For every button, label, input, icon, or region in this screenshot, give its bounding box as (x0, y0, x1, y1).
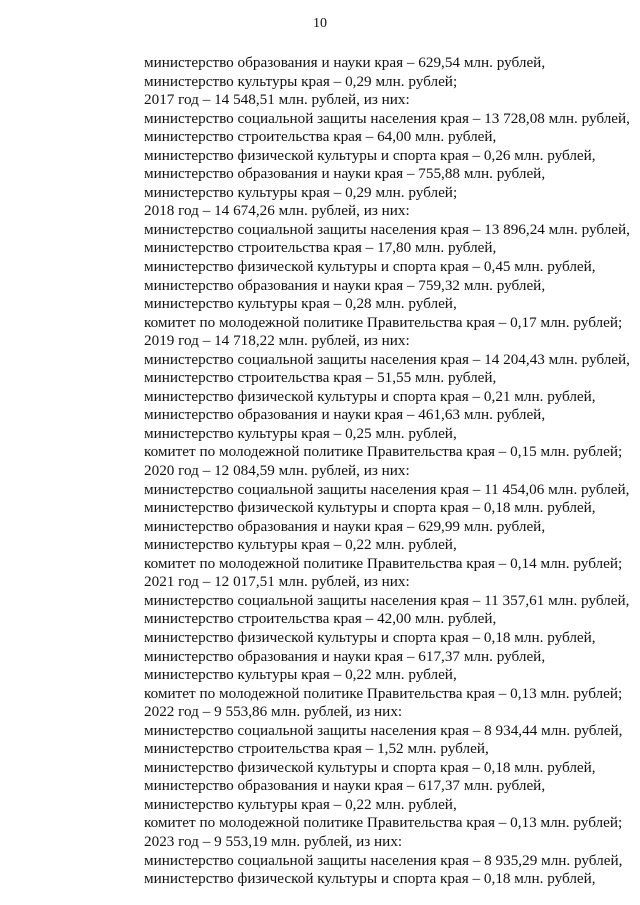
text-line: 2022 год – 9 553,86 млн. рублей, из них: (144, 703, 403, 721)
text-line: министерство социальной защиты населения края – 11 454,06 млн. рублей, (144, 480, 630, 498)
text-line: министерство образования и науки края – 617,37 млн. рублей, (144, 777, 546, 795)
text-line: министерство образования и науки края – 461,63 млн. рублей, (144, 406, 546, 424)
text-line: министерство строительства края – 64,00 млн. рублей, (144, 128, 497, 146)
text-line: министерство строительства края – 17,80 млн. рублей, (144, 239, 497, 257)
text-line: 2018 год – 14 674,26 млн. рублей, из них: (144, 202, 410, 220)
text-line: министерство социальной защиты населения края – 13 896,24 млн. рублей, (144, 220, 630, 238)
text-line: 2020 год – 12 084,59 млн. рублей, из них: (144, 462, 410, 480)
text-line: министерство физической культуры и спорта края – 0,18 млн. рублей, (144, 628, 596, 646)
text-line: министерство строительства края – 51,55 млн. рублей, (144, 369, 497, 387)
text-line: министерство физической культуры и спорта края – 0,18 млн. рублей, (144, 870, 596, 888)
text-line: министерство физической культуры и спорта края – 0,18 млн. рублей, (144, 758, 596, 776)
text-line: 2019 год – 14 718,22 млн. рублей, из них: (144, 332, 410, 350)
text-line: министерство культуры края – 0,29 млн. рублей; (144, 183, 458, 201)
page-number: 10 (313, 16, 327, 31)
text-line: комитет по молодежной политике Правительства края – 0,13 млн. рублей; (144, 684, 623, 702)
text-line: министерство образования и науки края – 617,37 млн. рублей, (144, 647, 546, 665)
text-line: министерство образования и науки края – 629,99 млн. рублей, (144, 517, 546, 535)
text-line: комитет по молодежной политике Правительства края – 0,15 млн. рублей; (144, 443, 623, 461)
text-line: министерство социальной защиты населения края – 11 357,61 млн. рублей, (144, 591, 630, 609)
text-line: министерство культуры края – 0,22 млн. рублей, (144, 536, 457, 554)
text-line: министерство культуры края – 0,25 млн. рублей, (144, 424, 457, 442)
text-line: министерство физической культуры и спорта края – 0,26 млн. рублей, (144, 146, 596, 164)
text-line: министерство культуры края – 0,28 млн. рублей, (144, 295, 457, 313)
text-line: комитет по молодежной политике Правительства края – 0,17 млн. рублей; (144, 313, 623, 331)
text-line: министерство социальной защиты населения края – 8 935,29 млн. рублей, (144, 851, 623, 869)
text-line: 2023 год – 9 553,19 млн. рублей, из них: (144, 832, 403, 850)
text-line: министерство образования и науки края – 755,88 млн. рублей, (144, 165, 546, 183)
text-line: министерство строительства края – 42,00 млн. рублей, (144, 610, 497, 628)
text-line: министерство культуры края – 0,22 млн. рублей, (144, 666, 457, 684)
text-line: комитет по молодежной политике Правительства края – 0,13 млн. рублей; (144, 814, 623, 832)
text-line: министерство культуры края – 0,22 млн. рублей, (144, 795, 457, 813)
text-line: министерство строительства края – 1,52 млн. рублей, (144, 740, 489, 758)
text-line: министерство культуры края – 0,29 млн. рублей; (144, 72, 458, 90)
text-line: министерство физической культуры и спорта края – 0,18 млн. рублей, (144, 499, 596, 517)
document-body (144, 54, 630, 889)
text-line: министерство социальной защиты населения края – 13 728,08 млн. рублей, (144, 109, 630, 127)
text-line: министерство образования и науки края – 629,54 млн. рублей, (144, 54, 546, 71)
text-line: министерство физической культуры и спорта края – 0,21 млн. рублей, (144, 387, 596, 405)
text-line: министерство физической культуры и спорта края – 0,45 млн. рублей, (144, 258, 596, 276)
text-line: 2017 год – 14 548,51 млн. рублей, из них: (144, 91, 410, 109)
text-line: министерство социальной защиты населения края – 8 934,44 млн. рублей, (144, 721, 623, 739)
text-line: министерство образования и науки края – 759,32 млн. рублей, (144, 276, 546, 294)
text-line: комитет по молодежной политике Правительства края – 0,14 млн. рублей; (144, 554, 623, 572)
text-line: 2021 год – 12 017,51 млн. рублей, из них: (144, 573, 410, 591)
text-line: министерство социальной защиты населения края – 14 204,43 млн. рублей, (144, 350, 630, 368)
